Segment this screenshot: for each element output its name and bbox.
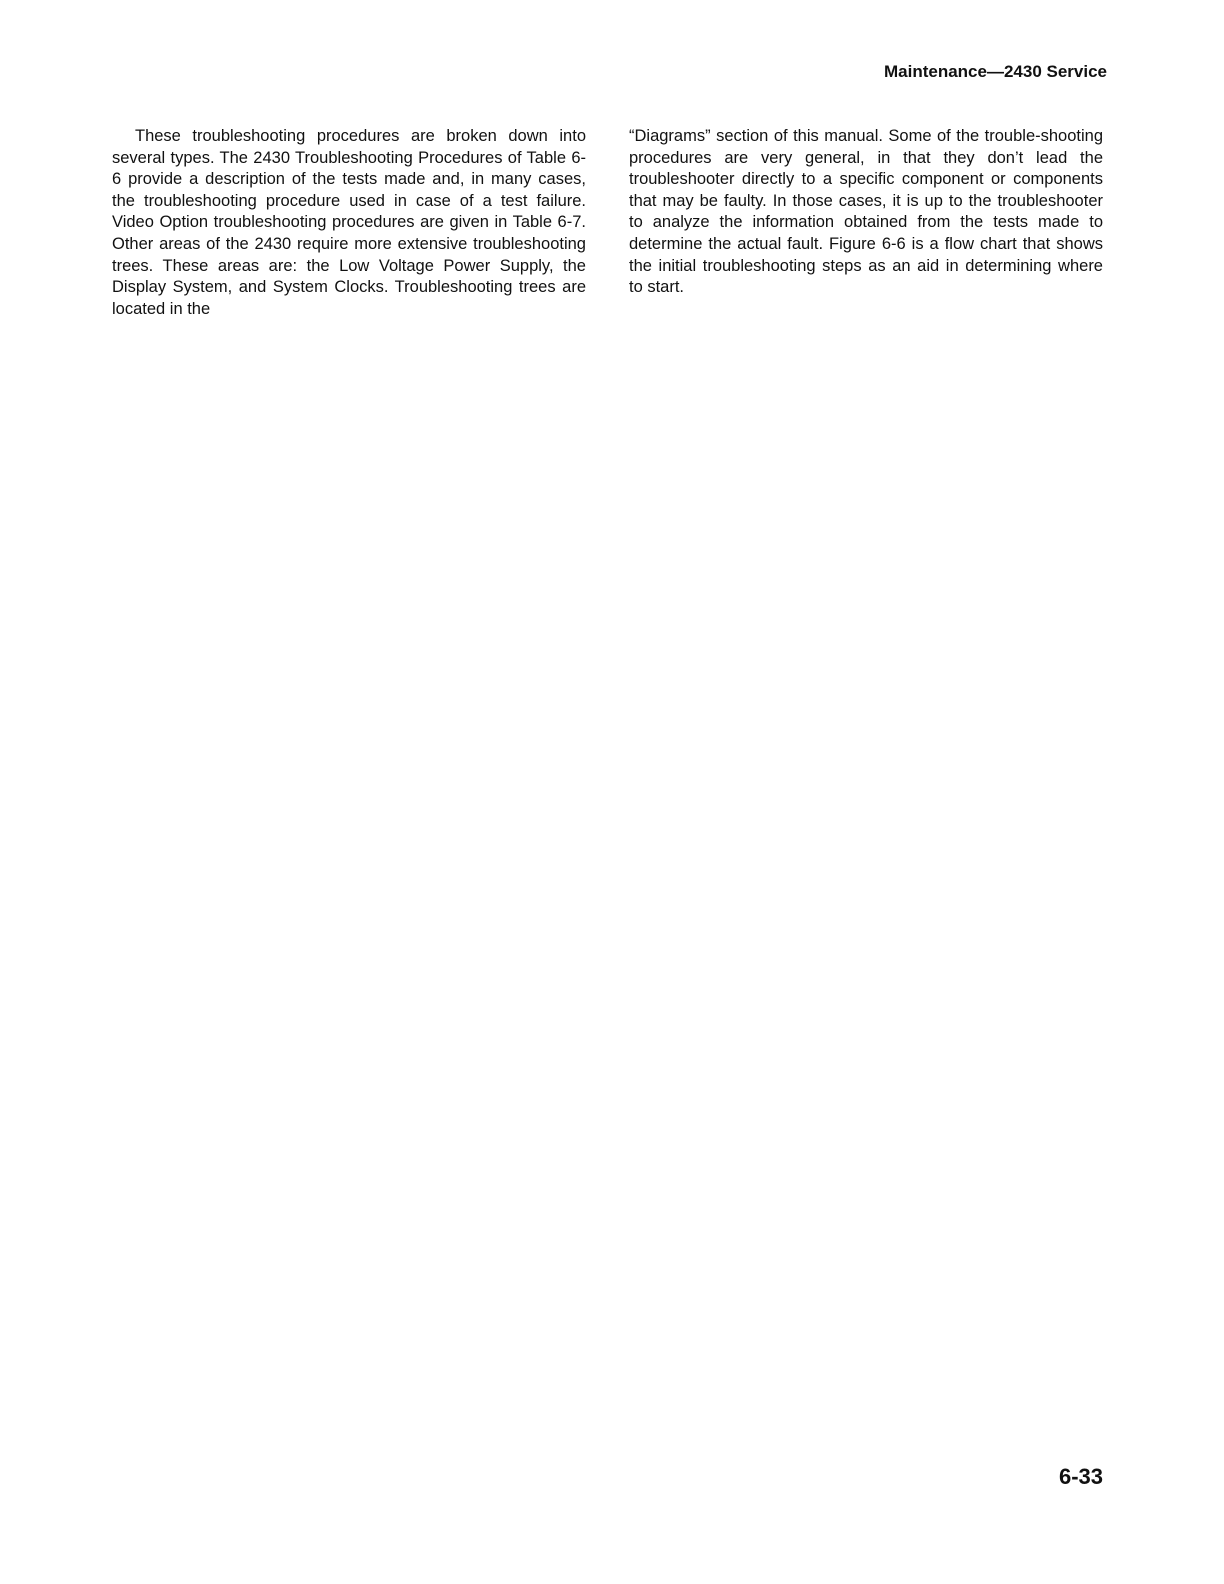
running-header: Maintenance—2430 Service bbox=[883, 62, 1107, 81]
page-number: 6-33 bbox=[1058, 1464, 1103, 1489]
text-column-right bbox=[629, 126, 1103, 320]
text-column-left bbox=[112, 126, 586, 320]
body-text-columns bbox=[112, 126, 1103, 320]
paragraph-left: These troubleshooting procedures are broken down into several types. The 2430 Troubleshooting Procedures of Table 6-6 provide a description of the tests made and, in many cases, the troubleshooting procedure used in case of a test failure. Video Option troubleshooting procedures are given in Table 6-7. Other areas of the 2430 require more extensive troubleshooting trees. These areas are: the Low Voltage Power Supply, the Display System, and System Clocks. Troubleshooting trees are located in the bbox=[112, 127, 586, 318]
paragraph-right: “Diagrams” section of this manual. Some of the trouble-shooting procedures are very general, in that they don’t lead the troubleshooter directly to a specific component or components that may be faulty. In those cases, it is up to the troubleshooter to analyze the information obtained from the tests made to determine the actual fault. Figure 6-6 is a flow chart that shows the initial troubleshooting steps as an aid in determining where to start. bbox=[629, 127, 1103, 297]
